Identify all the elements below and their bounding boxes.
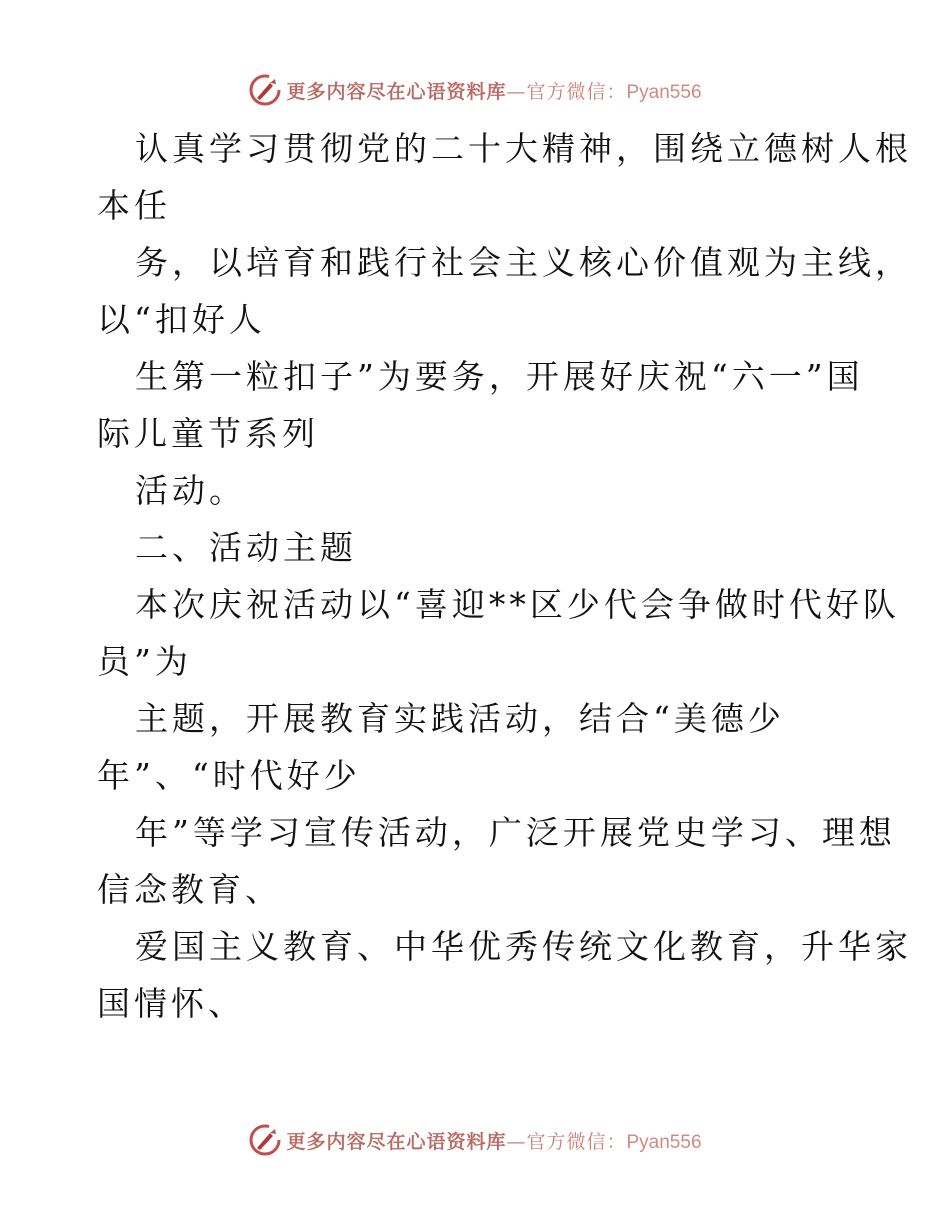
- text-line: 主题，开展教育实践活动，结合“美德少: [135, 699, 785, 738]
- text-line: 认真学习贯彻党的二十大精神，围绕立德树人根: [135, 129, 912, 168]
- text-line: 员”为: [97, 642, 192, 681]
- text-line: 以“扣好人: [97, 300, 266, 339]
- header-watermark-text: 更多内容尽在心语资料库—官方微信：Pyan556: [286, 80, 702, 103]
- text-line: 年”等学习宣传活动，广泛开展党史学习、理想: [135, 813, 896, 852]
- text-line: 本任: [97, 186, 171, 225]
- document-body: [97, 120, 912, 1032]
- quill-logo-icon: [248, 73, 282, 107]
- text-line: 务，以培育和践行社会主义核心价值观为主线，: [135, 243, 912, 282]
- footer-watermark-text: 更多内容尽在心语资料库—官方微信：Pyan556: [286, 1130, 702, 1153]
- text-line: 国情怀、: [97, 984, 245, 1023]
- text-line: 二、活动主题: [135, 528, 357, 567]
- text-line: 本次庆祝活动以“喜迎**区少代会争做时代好队: [135, 585, 900, 624]
- text-line: 生第一粒扣子”为要务，开展好庆祝“六一”国: [135, 357, 864, 396]
- quill-logo-icon: [248, 1123, 282, 1157]
- text-line: 际儿童节系列: [97, 414, 319, 453]
- footer-watermark: [0, 1120, 950, 1160]
- text-line: 活动。: [135, 471, 246, 510]
- text-line: 爱国主义教育、中华优秀传统文化教育，升华家: [135, 927, 912, 966]
- header-watermark: [0, 70, 950, 110]
- text-line: 年”、“时代好少: [97, 756, 361, 795]
- text-line: 信念教育、: [97, 870, 282, 909]
